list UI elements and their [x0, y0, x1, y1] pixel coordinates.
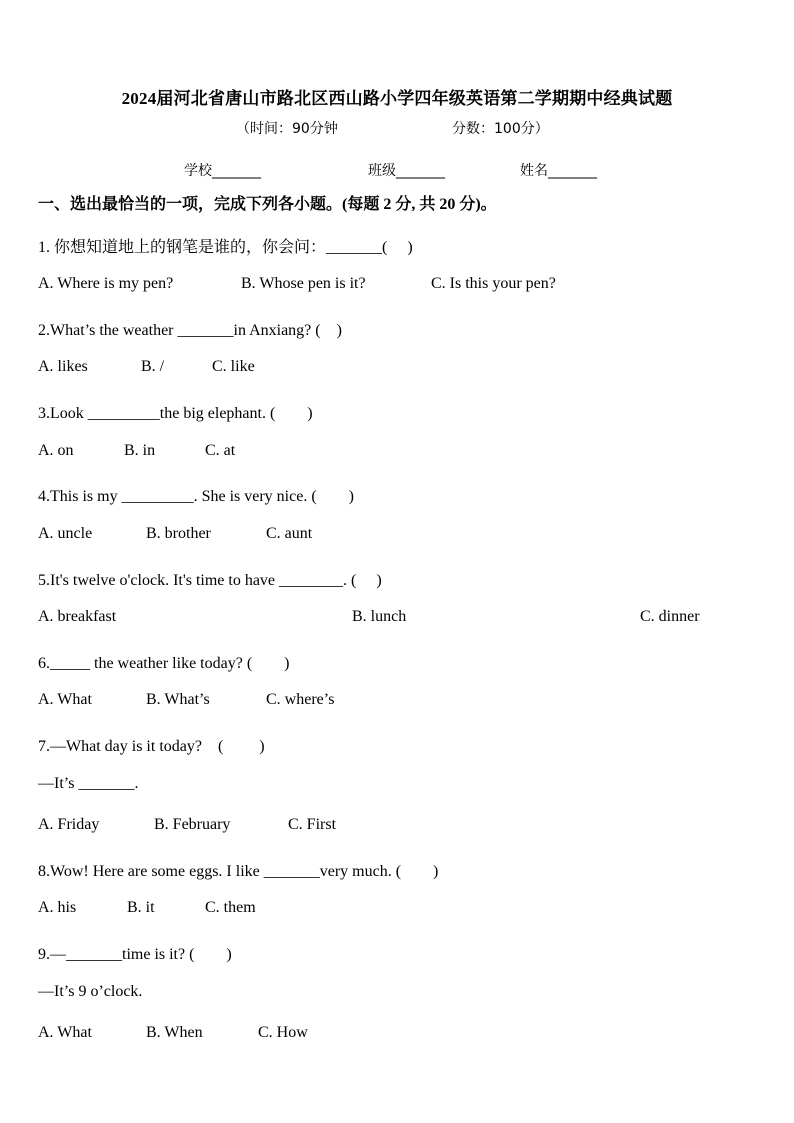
option-b: B. / [141, 358, 165, 375]
question-stem: 2.What’s the weather _______in Anxiang? ( ) [38, 322, 342, 339]
option-c: C. First [288, 816, 337, 833]
option-a: A. Friday [38, 816, 100, 833]
section-heading: 一、选出最恰当的一项，完成下列各小题。(每题 2 分, 共 20 分)。 [38, 196, 497, 213]
name-field: 姓名_______ [520, 163, 597, 179]
option-a: A. his [38, 899, 77, 916]
class-field: 班级_______ [368, 163, 445, 179]
option-b: B. in [124, 442, 156, 459]
option-a: A. Where is my pen? [38, 275, 174, 292]
option-c: C. aunt [266, 525, 313, 542]
option-b: B. When [146, 1024, 203, 1041]
option-a: A. on [38, 442, 74, 459]
option-c: C. dinner [640, 608, 700, 625]
option-b: B. brother [146, 525, 211, 542]
option-b: B. lunch [352, 608, 407, 625]
option-a: A. likes [38, 358, 88, 375]
option-c: C. like [212, 358, 255, 375]
question-stem: 6._____ the weather like today? ( ) [38, 655, 290, 672]
option-a: A. What [38, 691, 92, 708]
exam-time: （时间：90分钟 [236, 121, 338, 137]
question-stem: 8.Wow! Here are some eggs. I like _______very much. ( ) [38, 863, 439, 880]
question-stem: 4.This is my _________. She is very nice. ( ) [38, 488, 354, 505]
option-c: C. at [205, 442, 236, 459]
option-b: B. What’s [146, 691, 210, 708]
question-stem: 7.—What day is it today? ( ) [38, 738, 265, 755]
option-b: B. it [127, 899, 155, 916]
option-c: C. How [258, 1024, 308, 1041]
question-stem: 9.—_______time is it? ( ) [38, 946, 232, 963]
question-stem: 3.Look _________the big elephant. ( ) [38, 405, 313, 422]
exam-score: 分数：100分） [452, 121, 549, 137]
question-answer-line: —It’s _______. [38, 775, 139, 792]
option-c: C. Is this your pen? [431, 275, 556, 292]
option-b: B. February [154, 816, 231, 833]
option-a: A. What [38, 1024, 92, 1041]
option-a: A. uncle [38, 525, 93, 542]
question-stem: 5.It's twelve o'clock. It's time to have ________. ( ) [38, 572, 382, 589]
question-answer-line: —It’s 9 o’clock. [38, 983, 143, 1000]
school-field: 学校_______ [184, 163, 261, 179]
option-b: B. Whose pen is it? [241, 275, 366, 292]
option-c: C. them [205, 899, 256, 916]
exam-title: 2024届河北省唐山市路北区西山路小学四年级英语第二学期期中经典试题 [121, 89, 673, 108]
question-stem: 1. 你想知道地上的钢笔是谁的，你会问：_______( ) [38, 239, 413, 256]
option-a: A. breakfast [38, 608, 117, 625]
option-c: C. where’s [266, 691, 335, 708]
